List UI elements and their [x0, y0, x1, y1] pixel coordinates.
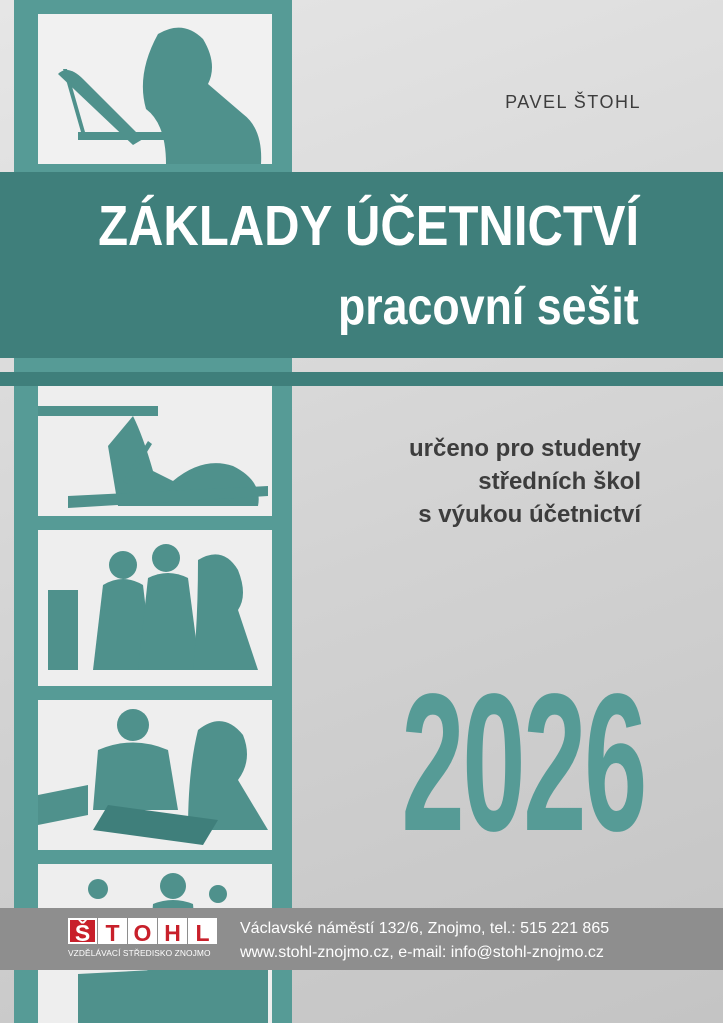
title-divider [0, 372, 723, 386]
audience-text [409, 432, 641, 531]
audience-line: určeno pro studenty [408, 435, 641, 462]
photo-calculator [38, 700, 272, 850]
logo-letter: T [98, 918, 127, 944]
audience-line: s výukou účetnictví [418, 501, 641, 528]
logo-letter: L [188, 918, 217, 944]
book-title: ZÁKLADY ÚČETNICTVÍ [97, 194, 639, 258]
logo-letter: Š [68, 918, 97, 944]
logo-tagline: VZDĚLÁVACÍ STŘEDISKO ZNOJMO [68, 948, 211, 958]
photo-students-computer [38, 530, 272, 686]
edition-year: 2026 [401, 653, 645, 872]
publisher-logo [68, 918, 220, 958]
book-subtitle: pracovní sešit [338, 278, 639, 336]
publisher-address: Václavské náměstí 132/6, Znojmo, tel.: 515 221 865 [240, 920, 610, 937]
photo-student-laptop [38, 14, 272, 164]
publisher-contact [240, 917, 609, 965]
author-name: PAVEL ŠTOHL [505, 92, 641, 112]
film-strip [14, 0, 292, 1023]
publisher-web-email: www.stohl-znojmo.cz, e-mail: info@stohl-znojmo.cz [240, 944, 604, 961]
logo-letter: H [158, 918, 187, 944]
logo-letter: O [128, 918, 157, 944]
photo-writing-hand [38, 386, 272, 516]
audience-line: středních škol [478, 468, 641, 495]
